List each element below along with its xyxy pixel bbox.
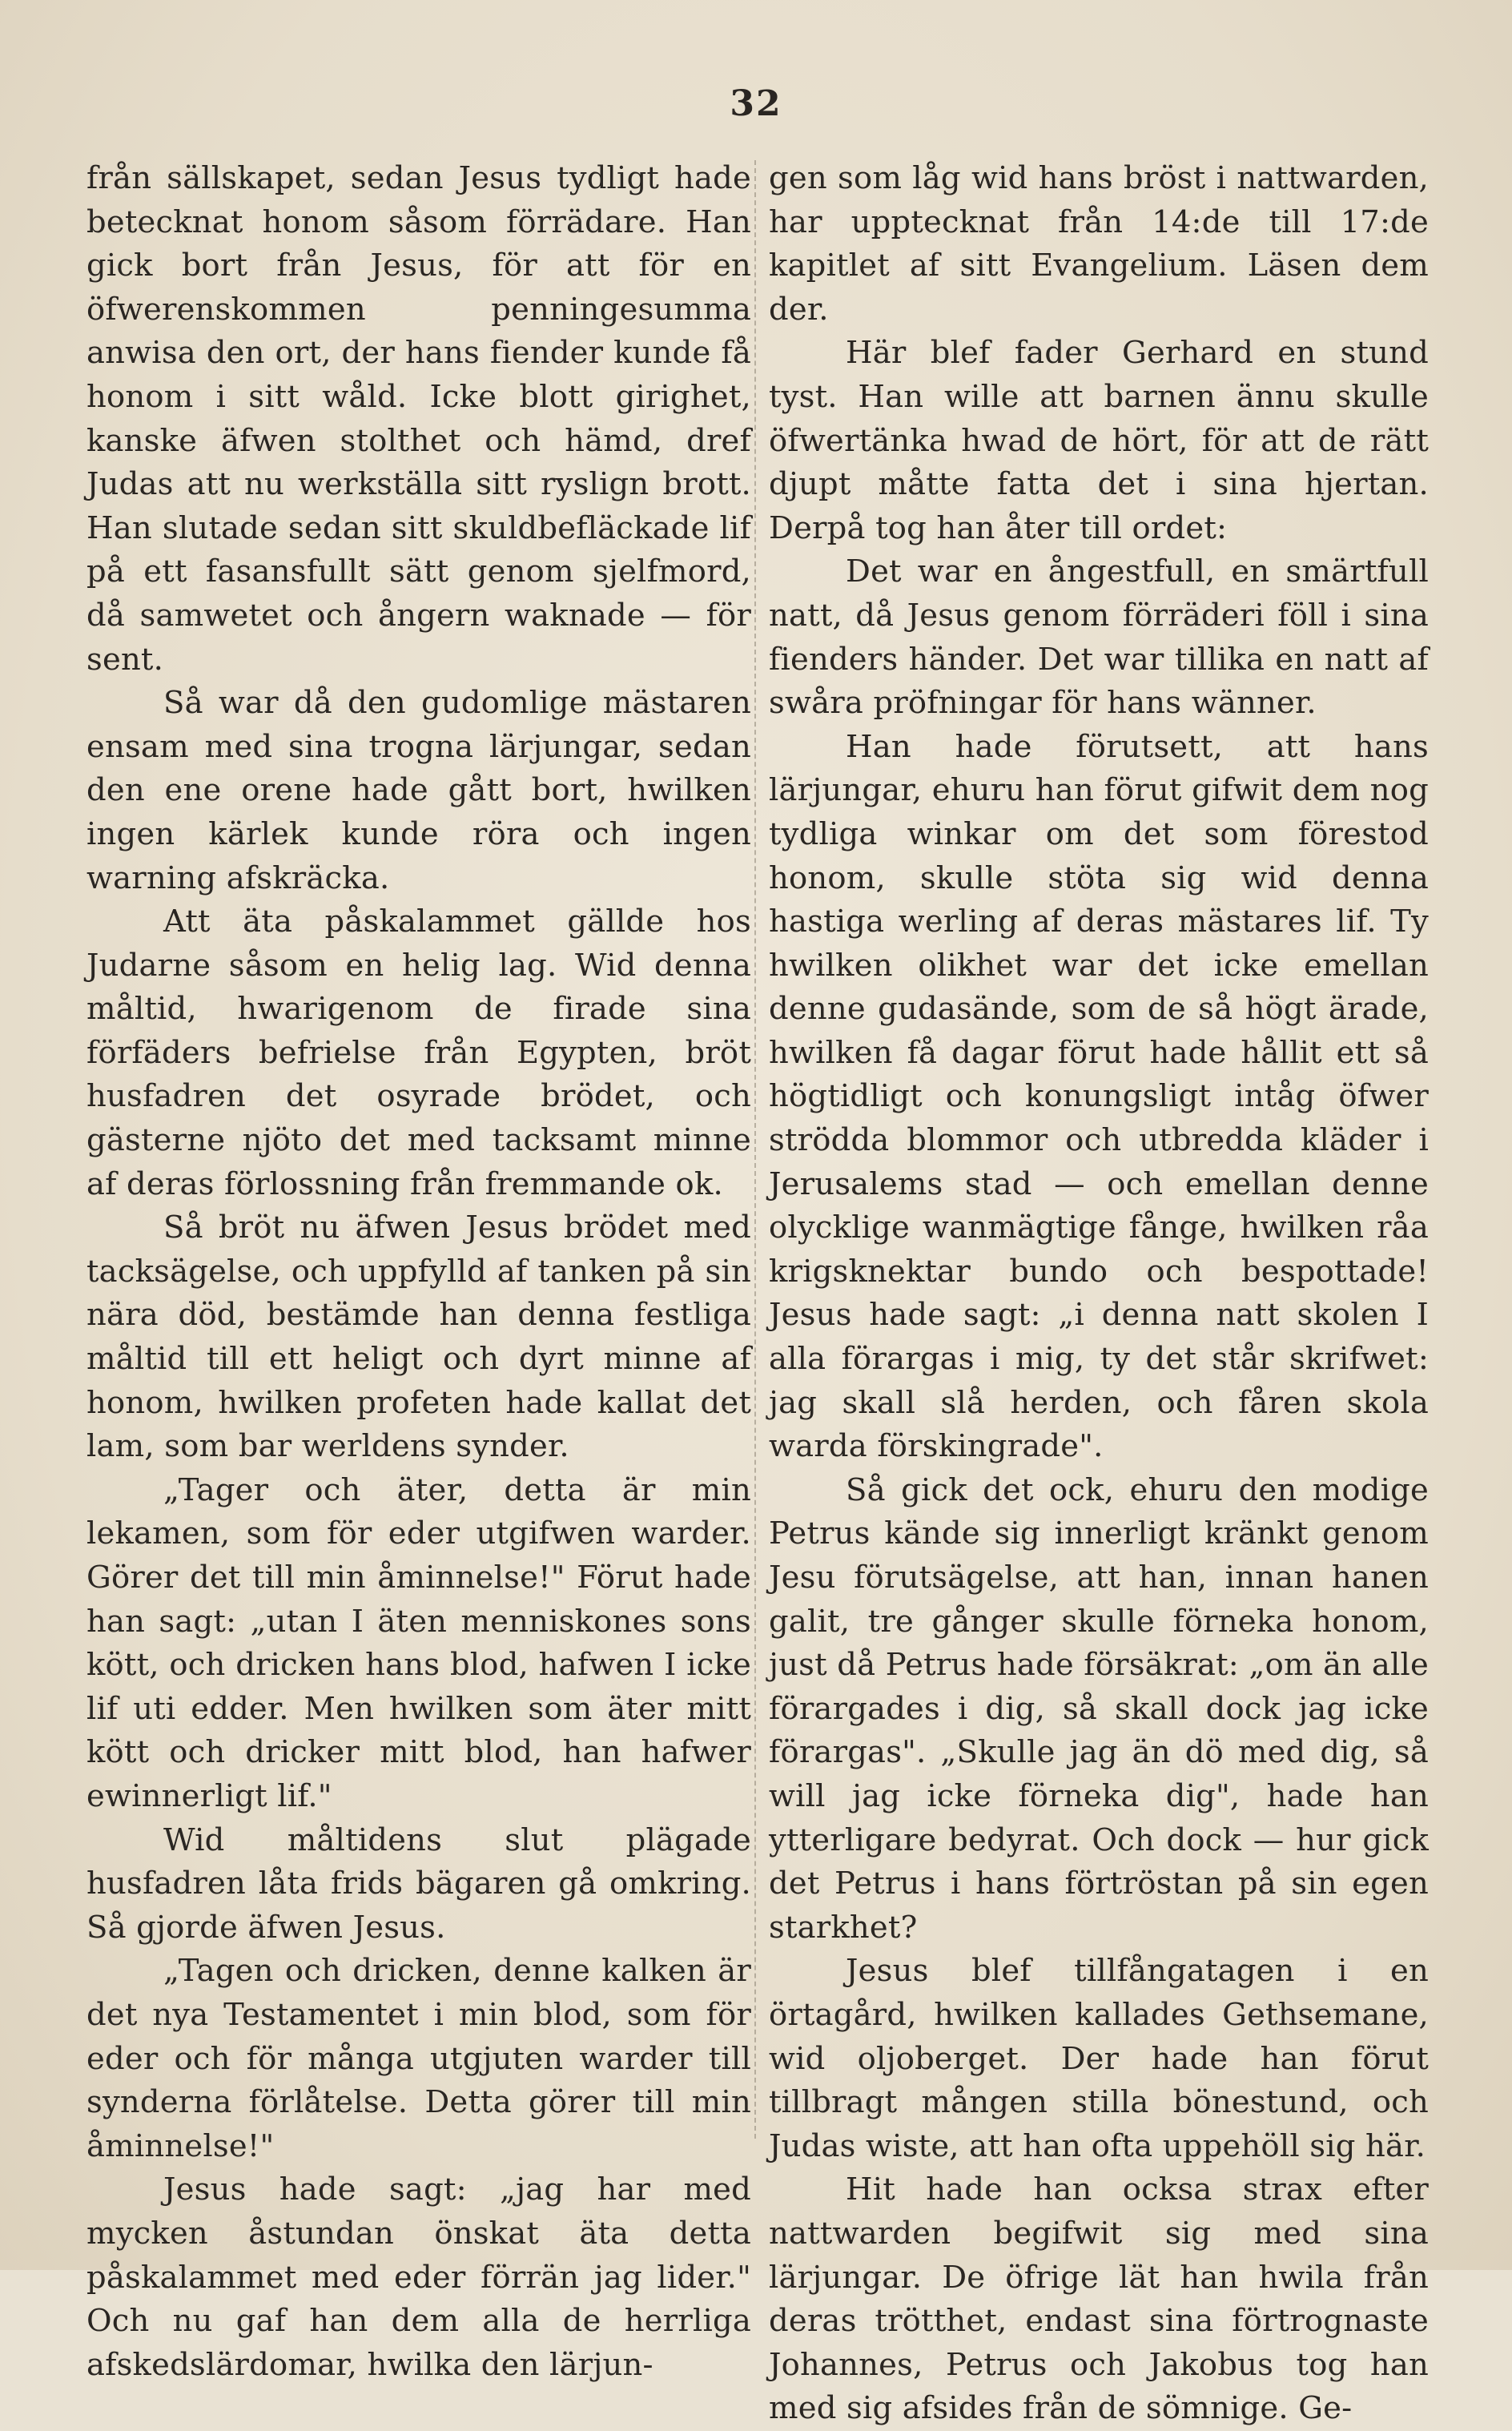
column-divider <box>754 160 756 2139</box>
paragraph: Här blef fader Gerhard en stund tyst. Han wille att barnen ännu skulle öfwertänka hwad de hört, för att de rätt djupt måtte fatta det i sina hjertan. Derpå tog han åter till ordet: <box>769 335 1429 546</box>
paragraph: Så gick det ock, ehuru den modige Petrus kände sig innerligt kränkt genom Jesu förutsägelse, att han, innan hanen galit, tre gånger skulle förneka honom, just då Petrus hade försäkrat: „om än alle förargades i dig, så skall dock jag icke förargas". „Skulle jag än dö med dig, så will jag icke förneka dig", hade han ytterligare bedyrat. Och dock — hur gick det Petrus i hans förtröstan på sin egen starkhet? <box>769 1471 1429 1946</box>
left-column <box>86 157 751 2387</box>
paragraph: Han hade förutsett, att hans lärjungar, ehuru han förut gifwit dem nog tydliga winkar om det som förestod honom, skulle stöta sig wid denna hastiga werling af deras mästares lif. Ty hwilken olikhet war det icke emellan denne gudasände, som de så högt ärade, hwilken få dagar förut hade hållit ett så högtidligt och konungsligt intåg öfwer strödda blommor och utbredda kläder i Jerusalems stad — och emellan denne olycklige wanmägtige fånge, hwilken råa krigsknektar bundo och bespottade! Jesus hade sagt: „i denna natt skolen I alla förargas i mig, ty det står skrifwet: jag skall slå herden, och fåren skola warda förskingrade". <box>769 728 1429 1465</box>
paragraph: Så bröt nu äfwen Jesus brödet med tacksägelse, och uppfylld af tanken på sin nära död, bestämde han denna festliga måltid till ett heligt och dyrt minne af honom, hwilken profeten hade kallat det lam, som bar werldens synder. <box>86 1209 751 1465</box>
paragraph: „Tagen och dricken, denne kalken är det nya Testamentet i min blod, som för eder och för många utgjuten warder till synderna förlåtelse. Detta görer till min åminnelse!" <box>86 1953 751 2164</box>
paragraph: Det war en ångestfull, en smärtfull natt, då Jesus genom förräderi föll i sina fienders händer. Det war tillika en natt af swåra pröfningar för hans wänner. <box>769 553 1429 722</box>
paragraph: „Tager och äter, detta är min lekamen, som för eder utgifwen warder. Görer det till min åminnelse!" Förut hade han sagt: „utan I äten menniskones sons kött, och dricken hans blod, hafwen I icke lif uti edder. Men hwilken som äter mitt kött och dricker mitt blod, han hafwer ewinnerligt lif." <box>86 1471 751 1814</box>
paragraph: från sällskapet, sedan Jesus tydligt hade betecknat honom såsom förrädare. Han gick bort från Jesus, för att för en öfwerenskommen penningesumma anwisa den ort, der hans fiender kunde få honom i sitt wåld. Icke blott girighet, kanske äfwen stolthet och hämd, dref Judas att nu werkställa sitt ryslign brott. Han slutade sedan sitt skuldbefläckade lif på ett fasansfullt sätt genom sjelfmord, då samwetet och ångern waknade — för sent. <box>86 160 751 678</box>
paragraph: gen som låg wid hans bröst i nattwarden, har upptecknat från 14:de till 17:de kapitlet af sitt Evangelium. Läsen dem der. <box>769 160 1429 328</box>
paragraph: Så war då den gudomlige mästaren ensam med sina trogna lärjungar, sedan den ene orene hade gått bort, hwilken ingen kärlek kunde röra och ingen warning afskräcka. <box>86 685 751 896</box>
page-number: 32 <box>730 83 782 124</box>
paragraph: Hit hade han ocksa strax efter nattwarden begifwit sig med sina lärjungar. De öfrige lät han hwila från deras trötthet, endast sina förtrognaste Johannes, Petrus och Jakobus tog han med sig afsides från de sömnige. Ge- <box>769 2171 1429 2427</box>
paragraph: Att äta påskalammet gällde hos Judarne såsom en helig lag. Wid denna måltid, hwarigenom de firade sina förfäders befrielse från Egypten, bröt husfadren det osyrade brödet, och gästerne njöto det med tacksamt minne af deras förlossning från fremmande ok. <box>86 904 751 1202</box>
paragraph: Jesus blef tillfångatagen i en örtagård, hwilken kallades Gethsemane, wid oljoberget. Der hade han förut tillbragt mången stilla bönestund, och Judas wiste, att han ofta uppehöll sig här. <box>769 1953 1429 2164</box>
paragraph: Jesus hade sagt: „jag har med mycken åstundan önskat äta detta påskalammet med eder förrän jag lider." Och nu gaf han dem alla de herrliga afskedslärdomar, hwilka den lärjun- <box>86 2171 751 2383</box>
paragraph: Wid måltidens slut plägade husfadren låta frids bägaren gå omkring. Så gjorde äfwen Jesus. <box>86 1821 751 1946</box>
right-column <box>769 157 1429 2431</box>
